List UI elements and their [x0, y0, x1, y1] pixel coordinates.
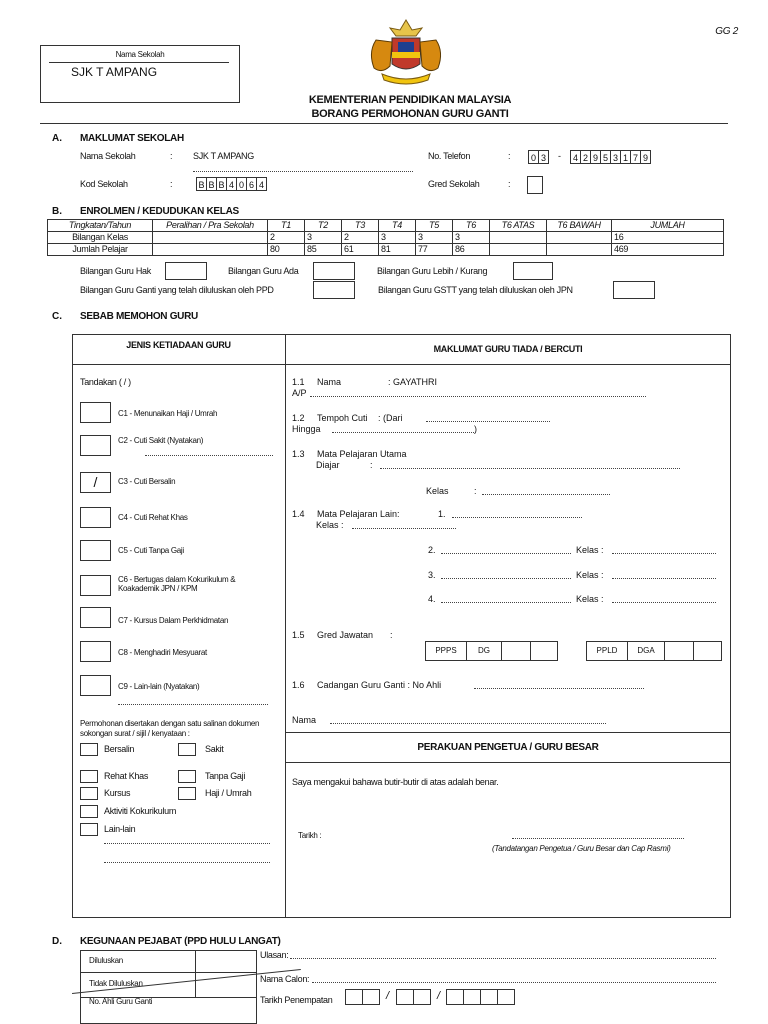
other-kelas-label: Kelas :	[576, 570, 604, 580]
signature-note: (Tandatangan Pengetua / Guru Besar dan Cap Rasmi)	[492, 844, 671, 853]
colon: :	[508, 151, 511, 161]
teacher-hak-label: Bilangan Guru Hak	[80, 266, 151, 276]
code-digit: B	[216, 177, 227, 191]
c7-label: C7 - Kursus Dalam Perkhidmatan	[118, 616, 229, 625]
table-cell[interactable]	[547, 244, 612, 256]
c6-label: C6 - Bertugas dalam Kokurikulum & Koakademik JPN / KPM	[118, 575, 236, 593]
item-num: 1.5	[292, 630, 305, 640]
grade-cell-ppld: PPLD	[586, 641, 628, 661]
other-kelas-line[interactable]	[352, 528, 456, 529]
code-digit: B	[196, 177, 207, 191]
column-header: Tingkatan/Tahun	[48, 220, 153, 232]
section-a-title: MAKLUMAT SEKOLAH	[80, 133, 184, 144]
attach-line	[104, 862, 270, 863]
table-cell[interactable]	[153, 232, 268, 244]
attach-note: Permohonan disertakan dengan satu salinan dokumen sokongan surat / sijil / kenyataan :	[80, 719, 260, 738]
form-code: GG 2	[715, 26, 738, 37]
date-slash: /	[437, 990, 441, 1002]
c3-checkbox[interactable]: /	[80, 472, 111, 493]
row-label: Bilangan Kelas	[48, 232, 153, 244]
table-cell[interactable]: 3	[416, 232, 453, 244]
name-label: Nama	[317, 377, 342, 387]
school-box-rule	[49, 62, 229, 63]
date-slash: /	[386, 990, 390, 1002]
table-cell[interactable]: 2	[342, 232, 379, 244]
header-rule	[40, 123, 728, 124]
name-cont: A/P	[292, 388, 307, 398]
column-header: T1	[268, 220, 305, 232]
date-box[interactable]	[480, 989, 498, 1005]
table-cell[interactable]	[490, 244, 547, 256]
colon: :	[170, 179, 173, 189]
phone-digit: 9	[590, 150, 601, 164]
column-header: T4	[379, 220, 416, 232]
c4-checkbox[interactable]	[80, 507, 111, 528]
teacher-hak-box[interactable]	[165, 262, 207, 280]
school-box-label: Nama Sekolah	[115, 50, 165, 59]
attach-sakit: Sakit	[205, 744, 224, 754]
table-cell[interactable]: 61	[342, 244, 379, 256]
section-a-letter: A.	[52, 133, 62, 144]
table-cell[interactable]: 3	[453, 232, 490, 244]
replacement-line[interactable]	[474, 688, 644, 689]
leave-to-line[interactable]	[332, 432, 474, 433]
code-digit: B	[206, 177, 217, 191]
attach-kokurikulum: Aktiviti Kokurikulum	[104, 806, 177, 816]
ulasan-line[interactable]	[290, 958, 716, 959]
cert-rule-top	[285, 732, 731, 733]
row-label: Jumlah Pelajar	[48, 244, 153, 256]
ppd-relief-label: Bilangan Guru Ganti yang telah diluluskan oleh PPD	[80, 285, 274, 295]
main-subject-label: Mata Pelajaran Utama	[317, 449, 407, 459]
school-name-label: Nama Sekolah	[80, 151, 136, 161]
nama-calon-line[interactable]	[312, 982, 716, 983]
table-cell[interactable]: 86	[453, 244, 490, 256]
other-kelas-label: Kelas :	[576, 545, 604, 555]
enrolment-table	[47, 219, 724, 256]
kelas-line[interactable]	[482, 494, 610, 495]
table-cell[interactable]	[547, 232, 612, 244]
phone-digit: 9	[640, 150, 651, 164]
c2-line	[145, 455, 273, 456]
date-box[interactable]	[362, 989, 380, 1005]
other-kelas-line[interactable]	[612, 602, 716, 603]
tarikh-label: Tarikh :	[298, 831, 322, 840]
attach-kursus: Kursus	[104, 788, 131, 798]
table-header-row	[48, 220, 724, 232]
replacement-label: Cadangan Guru Ganti : No Ahli	[317, 680, 442, 690]
cert-header: PERAKUAN PENGETUA / GURU BESAR	[417, 742, 599, 753]
reason-divider	[285, 334, 286, 918]
other-kelas-label: Kelas :	[316, 520, 344, 530]
teacher-ada-box[interactable]	[313, 262, 355, 280]
grade-input[interactable]	[664, 641, 694, 661]
section-d-letter: D.	[52, 936, 62, 947]
malaysia-crest-logo	[362, 18, 450, 90]
leave-from-line[interactable]	[426, 421, 550, 422]
phone-digit: 3	[610, 150, 621, 164]
other-num: 2.	[428, 545, 436, 555]
attach-tanpa-gaji: Tanpa Gaji	[205, 771, 246, 781]
phone-dash: -	[558, 151, 561, 161]
date-box[interactable]	[497, 989, 515, 1005]
right-header: MAKLUMAT GURU TIADA / BERCUTI	[433, 344, 583, 354]
reason-header-rule	[72, 364, 731, 365]
other-kelas-line[interactable]	[612, 578, 716, 579]
other-subject-line[interactable]	[452, 517, 582, 518]
phone-label: No. Telefon	[428, 151, 471, 161]
item-num: 1.6	[292, 680, 305, 690]
section-b-title: ENROLMEN / KEDUDUKAN KELAS	[80, 206, 239, 217]
attach-checkbox[interactable]	[178, 787, 196, 800]
table-cell[interactable]: 80	[268, 244, 305, 256]
name-value[interactable]: : GAYATHRI	[388, 377, 438, 387]
attach-haji: Haji / Umrah	[205, 788, 252, 798]
other-subject-line[interactable]	[441, 602, 571, 603]
table-cell[interactable]	[153, 244, 268, 256]
attach-rehat: Rehat Khas	[104, 771, 149, 781]
table-cell[interactable]: 3	[379, 232, 416, 244]
grade-label: Gred Jawatan	[317, 630, 374, 640]
nama-calon-label: Nama Calon:	[260, 974, 310, 984]
grade-cell-dg: DG	[466, 641, 502, 661]
gstt-label: Bilangan Guru GSTT yang telah diluluskan oleh JPN	[378, 285, 573, 295]
leave-label: Tempoh Cuti	[317, 413, 368, 423]
other-kelas-line[interactable]	[612, 553, 716, 554]
phone-digit: 3	[538, 150, 549, 164]
close-paren: )	[474, 424, 477, 434]
table-row	[48, 232, 724, 244]
other-subject-line[interactable]	[441, 553, 571, 554]
date-box[interactable]	[463, 989, 481, 1005]
c9-label: C9 - Lain-lain (Nyatakan)	[118, 682, 200, 691]
leave-from-label: : (Dari	[378, 413, 403, 423]
diajar-label: Diajar	[316, 460, 340, 470]
section-b-letter: B.	[52, 206, 62, 217]
table-cell[interactable]	[490, 232, 547, 244]
approved-label: Diluluskan	[89, 956, 123, 965]
phone-part1[interactable]	[528, 150, 548, 164]
name-line	[310, 396, 646, 397]
section-c-title: SEBAB MEMOHON GURU	[80, 311, 198, 322]
c7-checkbox[interactable]	[80, 607, 111, 628]
c1-checkbox[interactable]	[80, 402, 111, 423]
teacher-surplus-box[interactable]	[513, 262, 553, 280]
gstt-box[interactable]	[613, 281, 655, 299]
table-cell[interactable]: 77	[416, 244, 453, 256]
c8-label: C8 - Menghadiri Mesyuarat	[118, 648, 207, 657]
column-header: T5	[416, 220, 453, 232]
colon: :	[370, 460, 373, 470]
c5-checkbox[interactable]	[80, 540, 111, 561]
teacher-surplus-label: Bilangan Guru Lebih / Kurang	[377, 266, 488, 276]
c5-label: C5 - Cuti Tanpa Gaji	[118, 546, 184, 555]
column-header: T6 ATAS	[490, 220, 547, 232]
cert-rule-bottom	[285, 762, 731, 763]
table-cell[interactable]: 85	[305, 244, 342, 256]
table-cell[interactable]: 81	[379, 244, 416, 256]
school-code-label: Kod Sekolah	[80, 179, 128, 189]
signature-line[interactable]	[512, 838, 684, 839]
column-header: T6	[453, 220, 490, 232]
table-cell[interactable]: 16	[612, 232, 724, 244]
column-header: T2	[305, 220, 342, 232]
date-box[interactable]	[446, 989, 464, 1005]
c2-label: C2 - Cuti Sakit (Nyatakan)	[118, 436, 204, 445]
table-cell[interactable]: 2	[268, 232, 305, 244]
other-subject-label: Mata Pelajaran Lain:	[317, 509, 400, 519]
ppd-relief-box[interactable]	[313, 281, 355, 299]
school-code-boxes[interactable]	[196, 177, 266, 191]
colon: :	[170, 151, 173, 161]
attach-line	[104, 843, 270, 844]
nama-label: Nama	[292, 715, 317, 725]
phone-digit: 7	[630, 150, 641, 164]
attach-checkbox[interactable]	[80, 770, 98, 783]
leave-to-label: Hingga	[292, 424, 321, 434]
left-header: JENIS KETIADAAN GURU	[126, 340, 231, 350]
phone-digit: 1	[620, 150, 631, 164]
form-title: BORANG PERMOHONAN GURU GANTI	[311, 108, 509, 120]
school-box-value: SJK T AMPANG	[71, 65, 158, 79]
colon: :	[508, 179, 511, 189]
grade-input[interactable]	[693, 641, 722, 661]
grade-cell-ppps: PPPS	[425, 641, 467, 661]
school-grade-label: Gred Sekolah	[428, 179, 480, 189]
c9-checkbox[interactable]	[80, 675, 111, 696]
attach-checkbox[interactable]	[178, 770, 196, 783]
phone-digit: 5	[600, 150, 611, 164]
colon: :	[474, 486, 477, 496]
item-num: 1.4	[292, 509, 305, 519]
code-digit: 4	[226, 177, 237, 191]
date-box[interactable]	[396, 989, 414, 1005]
code-digit: 4	[256, 177, 267, 191]
column-header: T3	[342, 220, 379, 232]
section-d-title: KEGUNAAN PEJABAT (PPD HULU LANGAT)	[80, 936, 281, 947]
tandakan-label: Tandakan ( / )	[80, 377, 131, 387]
column-header: T6 BAWAH	[547, 220, 612, 232]
ulasan-label: Ulasan:	[260, 950, 289, 960]
code-digit: 0	[236, 177, 247, 191]
table-row	[48, 244, 724, 256]
phone-digit: 0	[528, 150, 539, 164]
school-name-value[interactable]: SJK T AMPANG	[193, 151, 254, 161]
c4-label: C4 - Cuti Rehat Khas	[118, 513, 188, 522]
table-cell[interactable]: 469	[612, 244, 724, 256]
colon: :	[390, 630, 393, 640]
other-num: 1.	[438, 509, 446, 519]
item-num: 1.3	[292, 449, 305, 459]
other-num: 3.	[428, 570, 436, 580]
ministry-title: KEMENTERIAN PENDIDIKAN MALAYSIA	[308, 94, 512, 106]
item-num: 1.1	[292, 377, 305, 387]
grade-input[interactable]	[530, 641, 558, 661]
c3-label: C3 - Cuti Bersalin	[118, 477, 176, 486]
date-box[interactable]	[413, 989, 431, 1005]
column-header: JUMLAH	[612, 220, 724, 232]
rejected-label: Tidak Diluluskan	[89, 979, 143, 988]
attach-checkbox[interactable]	[80, 787, 98, 800]
member-no-label: No. Ahli Guru Ganti	[89, 997, 153, 1006]
school-name-line	[193, 171, 413, 172]
code-digit: 6	[246, 177, 257, 191]
kelas-label: Kelas	[426, 486, 449, 496]
school-grade-box[interactable]	[527, 176, 543, 194]
c1-label: C1 - Menunaikan Haji / Umrah	[118, 409, 218, 418]
phone-digit: 2	[580, 150, 591, 164]
column-header: Peralihan / Pra Sekolah	[153, 220, 268, 232]
nama-line[interactable]	[330, 723, 606, 724]
c9-line	[118, 704, 268, 705]
attach-checkbox[interactable]	[80, 743, 98, 756]
c2-checkbox[interactable]	[80, 435, 111, 456]
teacher-ada-label: Bilangan Guru Ada	[228, 266, 299, 276]
office-divider	[195, 950, 196, 998]
attach-checkbox[interactable]	[178, 743, 196, 756]
c8-checkbox[interactable]	[80, 641, 111, 662]
other-num: 4.	[428, 594, 436, 604]
attach-bersalin: Bersalin	[104, 744, 135, 754]
phone-part2[interactable]	[570, 150, 650, 164]
table-cell[interactable]: 3	[305, 232, 342, 244]
other-subject-line[interactable]	[441, 578, 571, 579]
c6-checkbox[interactable]	[80, 575, 111, 596]
attach-checkbox[interactable]	[80, 823, 98, 836]
attach-checkbox[interactable]	[80, 805, 98, 818]
attach-lain: Lain-lain	[104, 824, 136, 834]
phone-digit: 4	[570, 150, 581, 164]
grade-input[interactable]	[501, 641, 531, 661]
date-box[interactable]	[345, 989, 363, 1005]
office-rule	[80, 972, 257, 973]
item-num: 1.2	[292, 413, 305, 423]
grade-cell-dga: DGA	[627, 641, 665, 661]
other-kelas-label: Kelas :	[576, 594, 604, 604]
section-c-letter: C.	[52, 311, 62, 322]
tarikh-penempatan-label: Tarikh Penempatan	[260, 995, 333, 1005]
main-subject-line[interactable]	[380, 468, 680, 469]
cert-text: Saya mengakui bahawa butir-butir di atas adalah benar.	[292, 777, 499, 787]
